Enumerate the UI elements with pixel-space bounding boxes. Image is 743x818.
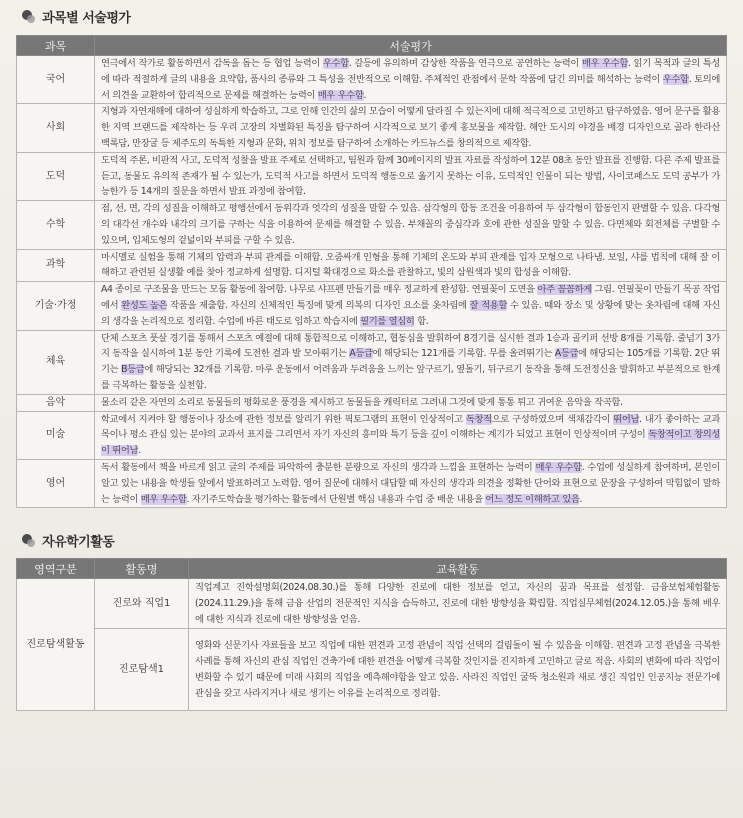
subject-cell: 영어 [17,459,95,507]
table-row [17,629,727,711]
evaluation-text: . [363,89,367,101]
area-cell: 진로탐색활동 [17,579,95,711]
evaluation-text: . 자기주도학습을 평가하는 활동에서 단원별 핵심 내용과 수업 중 배운 내용을 [186,493,486,505]
table-header-row [17,36,727,56]
table-row [17,394,727,411]
highlighted-text: A등급 [554,348,579,360]
highlighted-text: 독창적이고 창의성이 뛰어남 [101,429,720,457]
activity-content-cell: 직업계고 진학설명회(2024.08.30.)를 통해 다양한 진로에 대한 정보를 얻고, 자신의 꿈과 목표를 설정함. 금융보험체험활동(2024.11.29.)을 통해 금융 산업의 전문적인 지식을 습득하고, 진로에 대한 방향성을 확립함. 직업실무체험(2024.12.05.)을 통해 배우에 대한 지식과 진로에 대한 방향성을 얻음. [189,579,727,629]
activity-name-cell: 진로탐색1 [95,629,189,711]
evaluation-text: 단체 스포츠 풋살 경기를 통해서 스포츠 예절에 대해 통합적으로 이해하고, 협동심을 발휘하여 8경기를 실시한 결과 1승과 골키퍼 선방 8개를 기록함. 줄넘기 3가지 동작을 실시하여 1분 동안 기록에 도전한 결과 발 모아뛰기는 [101,332,720,360]
highlighted-text: 필기를 열심히 [360,315,415,327]
table-header-row [17,559,727,579]
free-semester-table [16,558,727,711]
evaluation-cell [95,394,727,411]
evaluation-cell [95,201,727,249]
highlighted-text: 매우 우수함 [140,493,187,505]
activity-name-cell: 진로와 직업1 [95,579,189,629]
activity-content-cell: 영화와 신문기사 자료들을 보고 직업에 대한 편견과 고정 관념이 직업 선택의 걸림돌이 될 수 있음을 이해함. 편견과 고정 관념을 극복한 사례를 통해 자신의 관심 직업인 건축가에 대한 편견을 어떻게 극복할 것인지를 진지하게 고민하고 글로 적음. 사회의 변화에 따라 직업이 변화할 수 있기 때문에 미래 사회의 직업을 예측해야함을 알고 있음. 사라진 직업인 굴뚝 청소원과 새로 생긴 직업인 인공지능 전문가에 관심을 갖고 사라지거나 새로 생기는 이유를 논리적으로 정리함. [189,629,727,711]
evaluation-cell [95,249,727,282]
section-title: 과목별 서술평가 [42,10,131,26]
evaluation-cell [95,330,727,394]
evaluation-text: 작품을 제출함. 자신의 신체적인 특징에 맞게 의복의 디자인 요소를 옷차림에 [167,299,470,311]
table-row [17,459,727,507]
evaluation-text: . [138,445,141,457]
table-row [17,152,727,200]
evaluation-text: 에 해당되는 105개를 기록함. 2단 뛰기는 [101,348,721,376]
evaluation-text: 연극에서 작가로 활동하면서 감독을 돕는 등 협업 능력이 [101,58,323,69]
subject-cell: 사회 [17,104,95,152]
table-body [17,56,727,508]
highlighted-text: 매우 우수함 [317,89,364,101]
evaluation-cell [95,459,727,507]
evaluation-text: A4 종이로 구조물을 만드는 모둠 활동에 참여함. 나무로 샤프펜 만들기를 매우 정교하게 완성함. 연필꽂이 도면을 [101,284,538,296]
table-row [17,201,727,249]
column-header-activity-name: 활동명 [95,559,189,579]
subject-cell: 국어 [17,56,95,104]
column-header-content: 교육활동 [189,559,727,579]
evaluation-text: 수 있음. 때와 장소 및 상황에 맞는 옷차림에 대해 자신의 생각을 논리적으로 정리함. 수업에 바른 태도로 임하고 학습지에 [101,299,720,327]
evaluation-cell [95,282,727,330]
section-title: 자유학기활동 [42,534,115,550]
subject-cell: 체육 [17,330,95,394]
evaluation-text: 으로 구성하였으며 색채감각이 [491,413,614,425]
highlighted-text: 우수함 [662,73,689,85]
table-row [17,330,727,394]
evaluation-text: 함. [414,315,429,327]
highlighted-text: B등급 [121,364,145,376]
table-row [17,56,727,104]
table-row [17,249,727,282]
subject-cell: 미술 [17,411,95,459]
evaluation-text: 마시멜로 실험을 통해 기체의 압력과 부피 관계를 이해함. 오줌싸개 인형을 통해 기체의 온도와 부피 관계를 입자 모형으로 나타냄. 보일, 샤를 법칙에 대해 잘 이해하고 관련된 실생활 예를 찾아 정교하게 설명함. 디지털 확대경으로 화소를 관찰하고, 빛의 삼원색과 빛의 합성을 이해함. [101,251,720,279]
subject-cell: 과학 [17,249,95,282]
evaluation-text: . 갈등에 유의하며 감상한 작품을 연극으로 공연하는 능력이 [348,58,582,69]
column-header-subject: 과목 [17,36,95,56]
evaluation-cell [95,411,727,459]
subject-eval-table [16,35,727,508]
evaluation-text: . [579,493,583,505]
highlighted-text: A등급 [349,348,373,360]
evaluation-text: 지형과 자연재해에 대하여 성실하게 학습하고, 그로 인해 인간의 삶의 모습이 어떻게 달라질 수 있는지에 대해 적극적으로 고민하고 탐구하였음. 영어 문구를 활용한 지역 브랜드를 제작하는 등 우리 고장의 차별화된 특징을 탐구하여 시각적으로 보기 좋게 홍보물을 제작함. 해안 도시의 야경을 배경 디자인으로 골라 한라산 백록담, 만장굴 등 제주도의 독특한 지형과 문화, 위치 정보를 탐구하여 소개하는 카드뉴스를 창의적으로 제작함. [101,106,720,149]
highlighted-text: 아주 꼼꼼하게 [537,284,592,296]
evaluation-text: 에 해당되는 32개를 기록함. 마루 운동에서 어려움과 두려움을 느끼는 앞구르기, 옆돌기, 뒤구르기 동작을 통해 도전정신을 발휘하고 부분적으로 한계를 극복하는 활동을 실천함. [101,364,720,391]
column-header-area: 영역구분 [17,559,95,579]
highlighted-text: 매우 우수함 [581,58,628,69]
column-header-eval: 서술평가 [95,36,727,56]
subject-cell: 기술·가정 [17,282,95,330]
evaluation-text: 에 해당되는 121개를 기록함. 무릎 올려뛰기는 [372,348,555,360]
bullet-icon [22,10,34,22]
subject-cell: 수학 [17,201,95,249]
highlighted-text: 우수함 [322,58,349,69]
table-row [17,579,727,629]
evaluation-text: 그림. 연필꽂이 만들기 목공 작업에서 [101,284,720,311]
highlighted-text: 독창적 [465,413,492,425]
highlighted-text: 잘 적용할 [469,299,507,311]
evaluation-text: . 내가 좋아하는 교과목이나 평소 관심 있는 분야의 교과서 표지를 그리면서 자기 자신의 흥미와 특기 등을 깊이 이해하는 계기가 되었고 표현이 인상적이며 구성이 [101,413,721,441]
section-header-subject-eval [22,6,727,26]
section-header-free-semester [22,530,727,550]
subject-cell: 도덕 [17,152,95,200]
evaluation-text: . 토의에서 의견을 교환하여 합리적으로 문제를 해결하는 능력이 [101,73,721,101]
evaluation-text: 학교에서 지켜야 할 행동이나 장소에 관한 정보를 알리기 위한 픽토그램의 표현이 인상적이고 [101,413,466,425]
highlighted-text: 완성도 높은 [121,299,168,311]
subject-cell: 음악 [17,394,95,411]
highlighted-text: 어느 정도 이해하고 있음 [485,493,580,505]
evaluation-text: 독서 활동에서 책을 바르게 읽고 글의 주제를 파악하여 충분한 분량으로 자신의 생각과 느낌을 표현하는 능력이 [101,461,536,473]
evaluation-text: 물소리 같은 자연의 소리로 동물들의 평화로운 풍경을 제시하고 동물들을 캐릭터로 그려내 그것에 맞게 통통 튀고 귀여운 음악을 작곡함. [101,396,623,408]
table-row [17,282,727,330]
table-row [17,104,727,152]
highlighted-text: 매우 우수함 [535,461,582,473]
highlighted-text: 뛰어남 [613,413,640,425]
evaluation-text: . 수업에 성실하게 참여하며, 본인이 알고 있는 내용을 학생들 앞에서 발표하려고 노력함. 영어 질문에 대해서 대답할 때 자신의 생각과 의견을 정확한 단어와 표현으로 문장을 구성하여 막힘없이 말하는 능력이 [101,461,721,505]
evaluation-cell [95,152,727,200]
evaluation-text: 점, 선, 면, 각의 성질을 이해하고 평행선에서 동위각과 엇각의 성질을 말할 수 있음. 삼각형의 합동 조건을 이용하여 두 삼각형이 합동인지 판별할 수 있음. 다각형의 대각선 개수와 내각의 크기를 구하는 식을 이용하여 문제를 해결할 수 있음. 부채꼴의 중심각과 호에 관한 성질을 말할 수 있음. 다면체와 회전체를 구별할 수 있으며, 입체도형의 겉넓이와 부피를 구할 수 있음. [101,203,720,246]
evaluation-text: 도덕적 주론, 비판적 사고, 도덕적 성찰을 발표 주제로 선택하고, 팀원과 함께 30페이지의 발표 자료를 작성하여 12분 08초 동안 발표를 진행함. 다른 주제 발표를 듣고, 동물도 유의적 존재가 될 수 있는가, 도덕적 사고를 하면서 도덕적 행동으로 옮기지 못하는 이유, 도덕적인 인물이 되는 방법, 사이코패스도 도덕 공부가 가능한가 등 14개의 질문을 하면서 발표 과정에 참여함. [101,154,720,198]
evaluation-cell [95,104,727,152]
table-row [17,411,727,459]
evaluation-cell [95,56,727,104]
evaluation-text: . 읽기 목적과 글의 특성에 따라 적절하게 글의 내용을 요약함, 품사의 종류와 그 특성을 전반적으로 이해함. 주체적인 관점에서 문학 작품에 담긴 의미를 해석하는 능력이 [101,58,720,85]
bullet-icon [22,534,34,546]
